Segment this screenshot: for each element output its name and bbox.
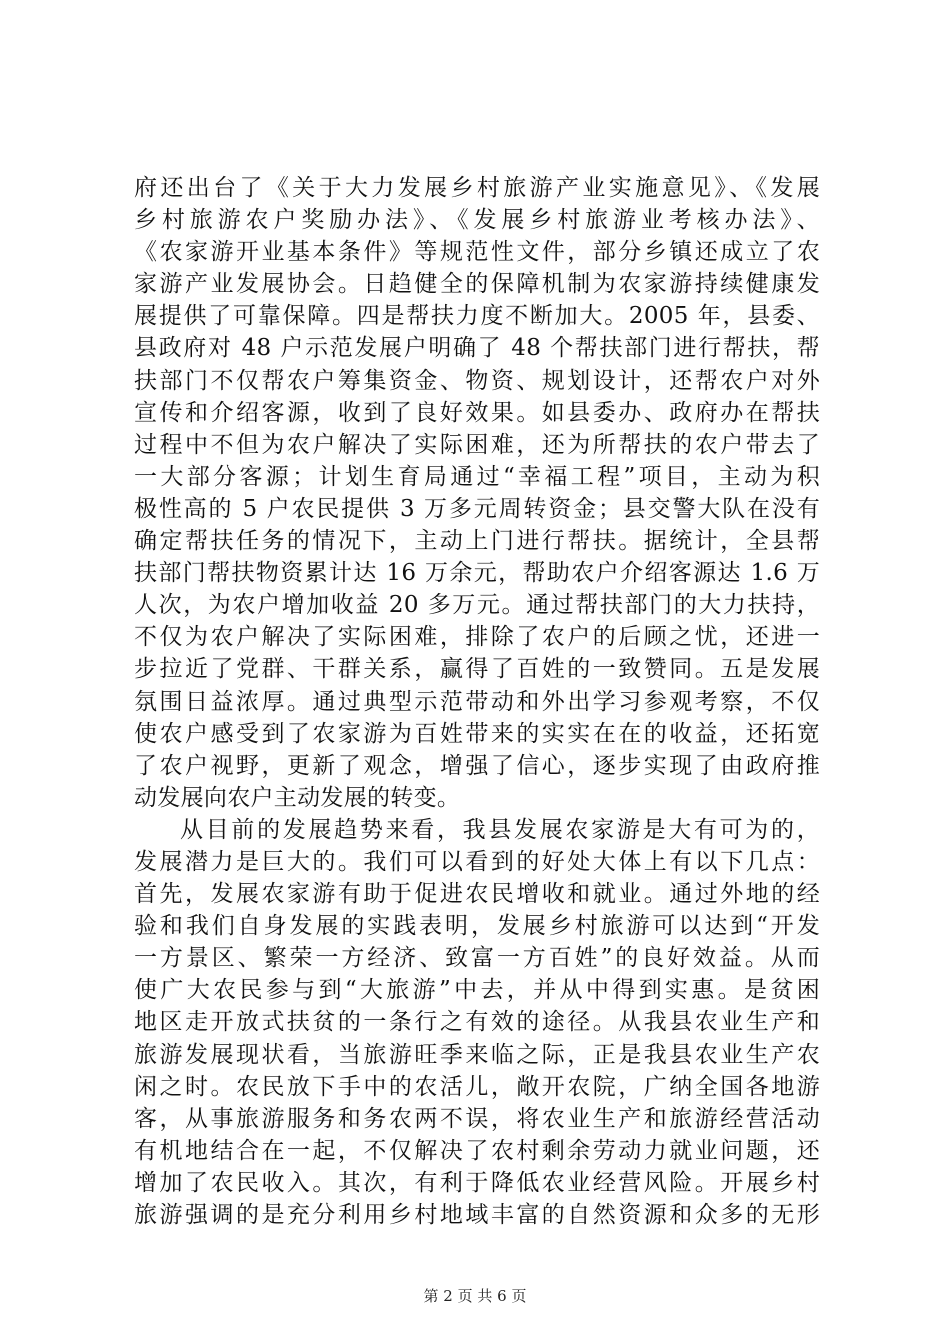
- text-line-25: 一方景区、繁荣一方经济、致富一方百姓”的良好效益。从而: [134, 945, 820, 972]
- text-line-8: 宣传和介绍客源，收到了良好效果。如县委办、政府办在帮扶: [134, 399, 820, 426]
- text-line-18: 使农户感受到了农家游为百姓带来的实实在在的收益，还拓宽: [134, 720, 820, 747]
- text-line-28: 旅游发展现状看，当旅游旺季来临之际，正是我县农业生产农: [134, 1041, 820, 1068]
- text-line-27: 地区走开放式扶贫的一条行之有效的途径。从我县农业生产和: [134, 1009, 820, 1036]
- text-line-32: 增加了农民收入。其次，有利于降低农业经营风险。开展乡村: [134, 1169, 820, 1196]
- text-line-24: 验和我们自身发展的实践表明，发展乡村旅游可以达到“开发: [134, 913, 820, 940]
- text-line-12: 确定帮扶任务的情况下，主动上门进行帮扶。据统计，全县帮: [134, 528, 820, 555]
- text-line-23: 首先，发展农家游有助于促进农民增收和就业。通过外地的经: [134, 881, 820, 908]
- text-line-21: 从目前的发展趋势来看，我县发展农家游是大有可为的，: [180, 816, 820, 843]
- text-line-2: 乡村旅游农户奖励办法》、《发展乡村旅游业考核办法》、: [134, 207, 820, 234]
- text-line-26: 使广大农民参与到“大旅游”中去，并从中得到实惠。是贫困: [134, 977, 820, 1004]
- text-line-5: 展提供了可靠保障。四是帮扶力度不断加大。2005 年，县委、: [134, 303, 820, 330]
- text-line-17: 氛围日益浓厚。通过典型示范带动和外出学习参观考察，不仅: [134, 688, 820, 715]
- text-line-7: 扶部门不仅帮农户筹集资金、物资、规划设计，还帮农户对外: [134, 367, 820, 394]
- text-line-10: 一大部分客源；计划生育局通过“幸福工程”项目，主动为积: [134, 463, 820, 490]
- text-line-14: 人次，为农户增加收益 20 多万元。通过帮扶部门的大力扶持，: [134, 592, 820, 619]
- text-line-31: 有机地结合在一起，不仅解决了农村剩余劳动力就业问题，还: [134, 1137, 820, 1164]
- text-line-15: 不仅为农户解决了实际困难，排除了农户的后顾之忧，还进一: [134, 624, 820, 651]
- text-line-3: 《农家游开业基本条件》等规范性文件，部分乡镇还成立了农: [134, 239, 820, 266]
- page-footer: 第 2 页 共 6 页: [423, 1287, 527, 1305]
- text-line-33: 旅游强调的是充分利用乡村地域丰富的自然资源和众多的无形: [134, 1202, 820, 1228]
- text-line-29: 闲之时。农民放下手中的农活儿，敞开农院，广纳全国各地游: [134, 1073, 820, 1100]
- text-line-4: 家游产业发展协会。日趋健全的保障机制为农家游持续健康发: [134, 271, 820, 298]
- text-line-11: 极性高的 5 户农民提供 3 万多元周转资金；县交警大队在没有: [134, 495, 820, 522]
- text-line-19: 了农户视野，更新了观念，增强了信心，逐步实现了由政府推: [134, 752, 820, 779]
- text-line-6: 县政府对 48 户示范发展户明确了 48 个帮扶部门进行帮扶，帮: [134, 335, 820, 362]
- text-line-30: 客，从事旅游服务和务农两不误，将农业生产和旅游经营活动: [134, 1105, 820, 1132]
- text-line-1: 府还出台了《关于大力发展乡村旅游产业实施意见》、《发展: [134, 175, 820, 201]
- text-line-20: 动发展向农户主动发展的转变。: [134, 784, 461, 811]
- text-line-16: 步拉近了党群、干群关系，赢得了百姓的一致赞同。五是发展: [134, 656, 820, 683]
- body-text: [134, 172, 820, 1231]
- text-line-22: 发展潜力是巨大的。我们可以看到的好处大体上有以下几点：: [134, 848, 820, 875]
- text-line-9: 过程中不但为农户解决了实际困难，还为所帮扶的农户带去了: [134, 431, 820, 458]
- text-line-13: 扶部门帮扶物资累计达 16 万余元，帮助农户介绍客源达 1.6 万: [134, 560, 820, 587]
